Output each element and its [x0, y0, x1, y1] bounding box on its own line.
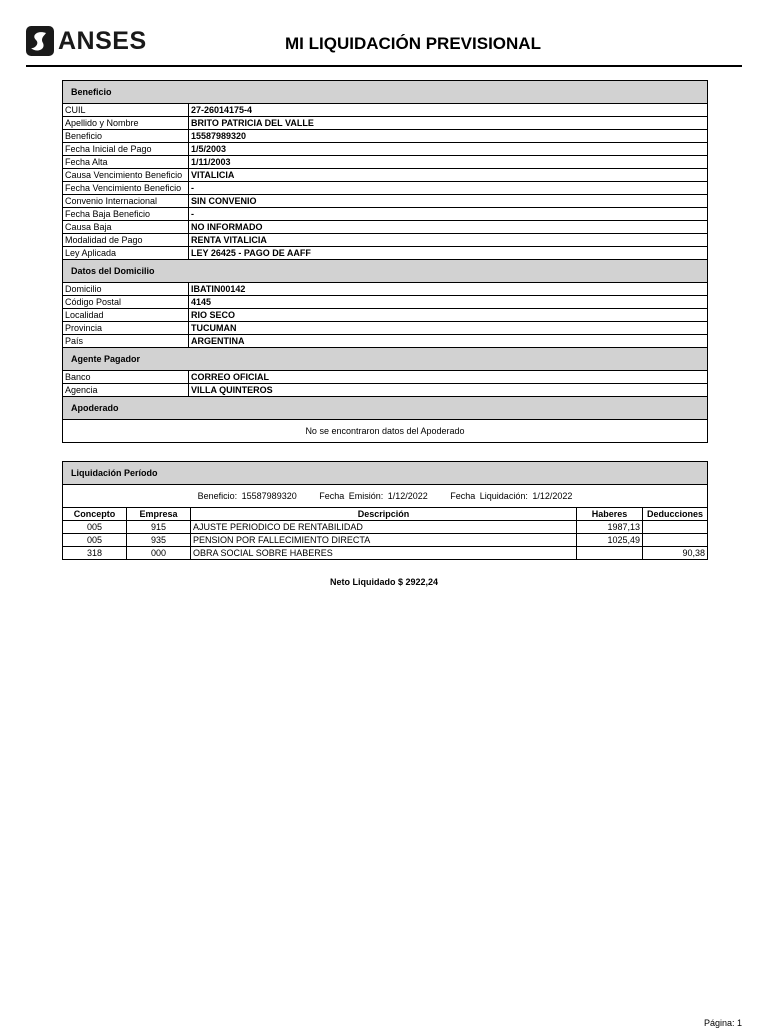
field-label: Código Postal	[63, 296, 189, 309]
field-label: Apellido y Nombre	[63, 117, 189, 130]
domicilio-row	[63, 283, 708, 296]
agente-pagador-row	[63, 371, 708, 384]
cell-haberes: 1025,49	[577, 534, 643, 547]
beneficio-row	[63, 247, 708, 260]
logo-text: ANSES	[58, 26, 147, 55]
beneficio-row	[63, 234, 708, 247]
page-title: MI LIQUIDACIÓN PREVISIONAL	[285, 34, 541, 53]
field-label: Fecha Baja Beneficio	[63, 208, 189, 221]
table-row	[63, 547, 708, 560]
table-row	[63, 534, 708, 547]
field-value: CORREO OFICIAL	[189, 371, 708, 384]
field-value: BRITO PATRICIA DEL VALLE	[189, 117, 708, 130]
field-label: Modalidad de Pago	[63, 234, 189, 247]
beneficio-row	[63, 221, 708, 234]
cell-descripcion: OBRA SOCIAL SOBRE HABERES	[191, 547, 577, 560]
cell-concepto: 005	[63, 534, 127, 547]
field-label: País	[63, 335, 189, 348]
field-value: TUCUMAN	[189, 322, 708, 335]
field-value: 1/11/2003	[189, 156, 708, 169]
cell-empresa: 000	[127, 547, 191, 560]
cell-concepto: 318	[63, 547, 127, 560]
cell-descripcion: PENSION POR FALLECIMIENTO DIRECTA	[191, 534, 577, 547]
liquidacion-summary: Beneficio: 15587989320 Fecha Emisión: 1/12/2022 Fecha Liquidación: 1/12/2022	[63, 485, 708, 508]
column-header-deducciones: Deducciones	[643, 508, 708, 521]
beneficio-row	[63, 130, 708, 143]
field-label: Banco	[63, 371, 189, 384]
cell-empresa: 935	[127, 534, 191, 547]
field-label: Localidad	[63, 309, 189, 322]
page-number: Página: 1	[703, 1018, 742, 1028]
field-label: Convenio Internacional	[63, 195, 189, 208]
domicilio-section-title: Datos del Domicilio	[63, 260, 708, 283]
field-value: -	[189, 182, 708, 195]
column-header-empresa: Empresa	[127, 508, 191, 521]
domicilio-row	[63, 309, 708, 322]
column-header-descripcion: Descripción	[191, 508, 577, 521]
field-value: IBATIN00142	[189, 283, 708, 296]
field-value: VITALICIA	[189, 169, 708, 182]
page-header	[0, 0, 768, 68]
field-value: LEY 26425 - PAGO DE AAFF	[189, 247, 708, 260]
field-label: Fecha Inicial de Pago	[63, 143, 189, 156]
anses-logo-icon	[26, 26, 54, 56]
cell-haberes: 1987,13	[577, 521, 643, 534]
field-value: 15587989320	[189, 130, 708, 143]
field-label: Agencia	[63, 384, 189, 397]
field-label: Ley Aplicada	[63, 247, 189, 260]
beneficio-row	[63, 208, 708, 221]
beneficio-row	[63, 117, 708, 130]
agente-pagador-section-title: Agente Pagador	[63, 348, 708, 371]
apoderado-section-title: Apoderado	[63, 397, 708, 420]
domicilio-row	[63, 296, 708, 309]
column-header-haberes: Haberes	[577, 508, 643, 521]
field-label: Causa Baja	[63, 221, 189, 234]
field-value: 27-26014175-4	[189, 104, 708, 117]
field-label: Domicilio	[63, 283, 189, 296]
beneficio-row	[63, 169, 708, 182]
field-label: Causa Vencimiento Beneficio	[63, 169, 189, 182]
neto-liquidado: Neto Liquidado $ 2922,24	[329, 577, 439, 587]
apoderado-message: No se encontraron datos del Apoderado	[63, 420, 708, 443]
cell-haberes	[577, 547, 643, 560]
field-value: 4145	[189, 296, 708, 309]
header-divider	[26, 65, 742, 67]
table-row	[63, 521, 708, 534]
beneficio-row	[63, 156, 708, 169]
anses-logo	[26, 26, 147, 56]
cell-concepto: 005	[63, 521, 127, 534]
field-label: Provincia	[63, 322, 189, 335]
cell-deducciones	[643, 534, 708, 547]
field-label: Fecha Vencimiento Beneficio	[63, 182, 189, 195]
domicilio-row	[63, 322, 708, 335]
field-value: NO INFORMADO	[189, 221, 708, 234]
beneficio-row	[63, 195, 708, 208]
field-value: -	[189, 208, 708, 221]
field-label: Fecha Alta	[63, 156, 189, 169]
cell-deducciones: 90,38	[643, 547, 708, 560]
agente-pagador-row	[63, 384, 708, 397]
liquidacion-table	[62, 461, 708, 560]
domicilio-row	[63, 335, 708, 348]
liquidacion-section-title: Liquidación Período	[63, 462, 708, 485]
cell-empresa: 915	[127, 521, 191, 534]
field-value: ARGENTINA	[189, 335, 708, 348]
field-value: RENTA VITALICIA	[189, 234, 708, 247]
beneficio-table	[62, 80, 708, 443]
beneficio-row	[63, 104, 708, 117]
column-header-concepto: Concepto	[63, 508, 127, 521]
field-label: CUIL	[63, 104, 189, 117]
beneficio-section-title: Beneficio	[63, 81, 708, 104]
field-value: 1/5/2003	[189, 143, 708, 156]
cell-descripcion: AJUSTE PERIODICO DE RENTABILIDAD	[191, 521, 577, 534]
field-value: VILLA QUINTEROS	[189, 384, 708, 397]
field-label: Beneficio	[63, 130, 189, 143]
field-value: RIO SECO	[189, 309, 708, 322]
beneficio-row	[63, 182, 708, 195]
beneficio-row	[63, 143, 708, 156]
cell-deducciones	[643, 521, 708, 534]
field-value: SIN CONVENIO	[189, 195, 708, 208]
